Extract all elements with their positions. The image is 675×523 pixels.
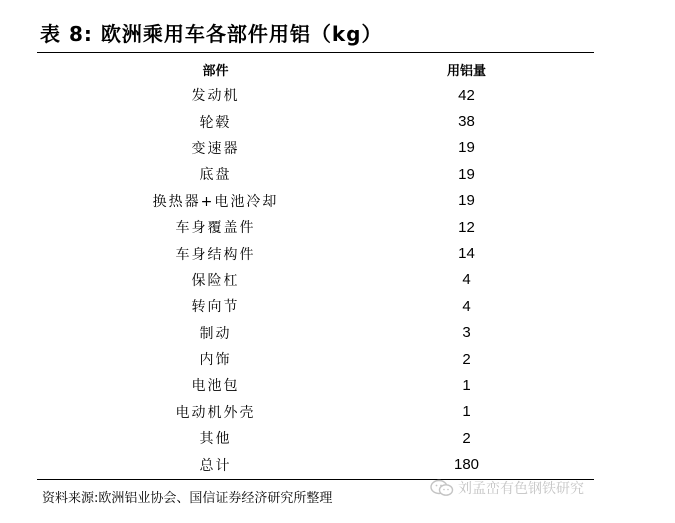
cell-part: 换热器+电池冷却 bbox=[152, 193, 279, 210]
header-part: 部件 bbox=[202, 63, 229, 79]
cell-part: 电池包 bbox=[191, 378, 240, 395]
cell-part: 其他 bbox=[199, 431, 232, 448]
cell-part: 总计 bbox=[199, 457, 232, 474]
cell-part: 转向节 bbox=[191, 299, 240, 316]
watermark bbox=[430, 478, 584, 498]
cell-value: 1 bbox=[462, 376, 471, 394]
cell-part: 保险杠 bbox=[191, 272, 240, 289]
table-row bbox=[37, 425, 594, 451]
source-note: 资料来源:欧洲铝业协会、国信证券经济研究所整理 bbox=[42, 491, 333, 506]
cell-value: 19 bbox=[458, 192, 475, 210]
cell-part: 变速器 bbox=[191, 140, 240, 157]
cell-part: 内饰 bbox=[199, 352, 232, 369]
header-value: 用铝量 bbox=[446, 63, 486, 79]
table-row bbox=[37, 267, 594, 293]
cell-part: 底盘 bbox=[199, 167, 232, 184]
top-rule bbox=[37, 52, 594, 53]
table-row bbox=[37, 399, 594, 425]
cell-value: 42 bbox=[458, 86, 475, 104]
table-row bbox=[37, 108, 594, 134]
table-row bbox=[37, 293, 594, 319]
table-title: 表 8: 欧洲乘用车各部件用铝（kg） bbox=[40, 22, 383, 46]
cell-part: 车身覆盖件 bbox=[175, 220, 256, 237]
cell-value: 1 bbox=[462, 403, 471, 421]
watermark-text: 刘孟峦有色钢铁研究 bbox=[458, 481, 584, 497]
wechat-icon bbox=[430, 479, 454, 497]
cell-value: 14 bbox=[458, 245, 475, 263]
table-row bbox=[37, 161, 594, 187]
cell-value: 12 bbox=[458, 218, 475, 236]
table-row bbox=[37, 188, 594, 214]
cell-value: 4 bbox=[462, 271, 471, 289]
table-header bbox=[37, 58, 594, 80]
cell-part: 电动机外壳 bbox=[175, 404, 256, 421]
table-row bbox=[37, 346, 594, 372]
cell-value: 19 bbox=[458, 165, 475, 183]
table-row bbox=[37, 451, 594, 477]
cell-value: 38 bbox=[458, 113, 475, 131]
cell-part: 车身结构件 bbox=[175, 246, 256, 263]
cell-value: 2 bbox=[462, 429, 471, 447]
cell-value: 2 bbox=[462, 350, 471, 368]
cell-value: 180 bbox=[453, 456, 480, 474]
table-row bbox=[37, 372, 594, 398]
cell-value: 3 bbox=[462, 324, 471, 342]
table-row bbox=[37, 214, 594, 240]
cell-part: 发动机 bbox=[191, 88, 240, 105]
cell-value: 19 bbox=[458, 139, 475, 157]
table-row bbox=[37, 320, 594, 346]
table-row bbox=[37, 82, 594, 108]
table-body bbox=[37, 82, 594, 478]
cell-value: 4 bbox=[462, 297, 471, 315]
cell-part: 轮毂 bbox=[199, 114, 232, 131]
cell-part: 制动 bbox=[199, 325, 232, 342]
table-row bbox=[37, 240, 594, 266]
table-row bbox=[37, 135, 594, 161]
